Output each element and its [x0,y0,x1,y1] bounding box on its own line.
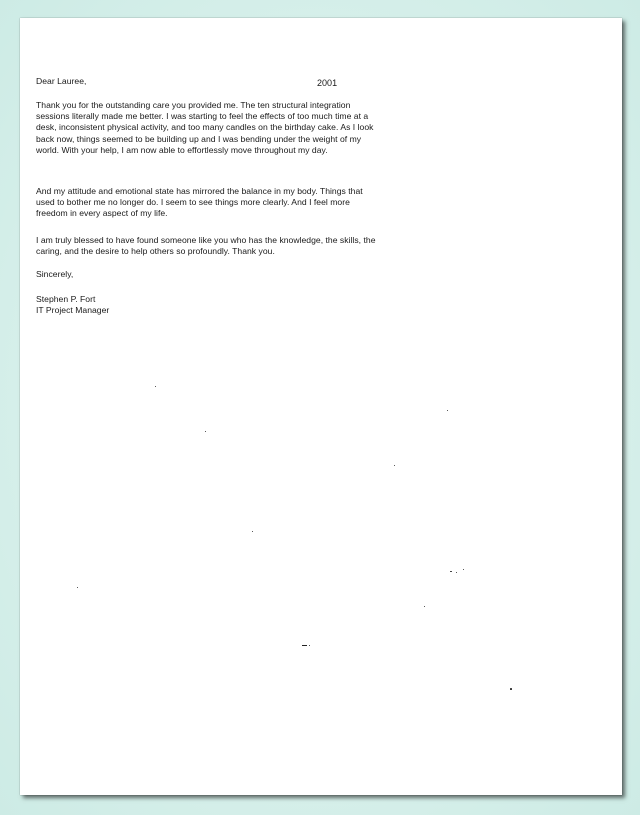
signature-name: Stephen P. Fort [36,294,96,304]
signature-title: IT Project Manager [36,305,110,315]
paragraph-1: Thank you for the outstanding care you provided me. The ten structural integration sessions literally made me better. I was starting to feel the effects of too much time at a desk, inconsistent physical activity, and too many candles on the birthday cake. As I look back now, things seemed to be building up and I was bending under the weight of my world. With your help, I am now able to effortlessly move throughout my day. [36,100,374,155]
salutation: Dear Lauree, [36,76,87,86]
scan-speck [394,465,395,466]
scan-speck [155,386,156,387]
paragraph-3: I am truly blessed to have found someone like you who has the knowledge, the skills, the caring, and the desire to help others so profoundly. Thank you. [36,235,376,257]
scan-speck [252,531,253,532]
scan-speck [510,688,512,690]
letter-date: 2001 [317,78,338,88]
scan-speck [424,606,425,607]
scan-speck [205,431,206,432]
scan-speck [450,571,452,572]
closing: Sincerely, [36,269,74,279]
scan-speck [302,645,307,646]
scan-speck [463,569,464,570]
scan-speck [456,572,457,573]
scan-speck [447,410,448,411]
scan-speck [77,587,78,588]
document-page [20,18,622,795]
paragraph-2: And my attitude and emotional state has mirrored the balance in my body. Things that used to bother me no longer do. I seem to see things more clearly. And I feel more freedom in every aspect of my life. [36,186,363,219]
scan-speck [309,645,310,646]
